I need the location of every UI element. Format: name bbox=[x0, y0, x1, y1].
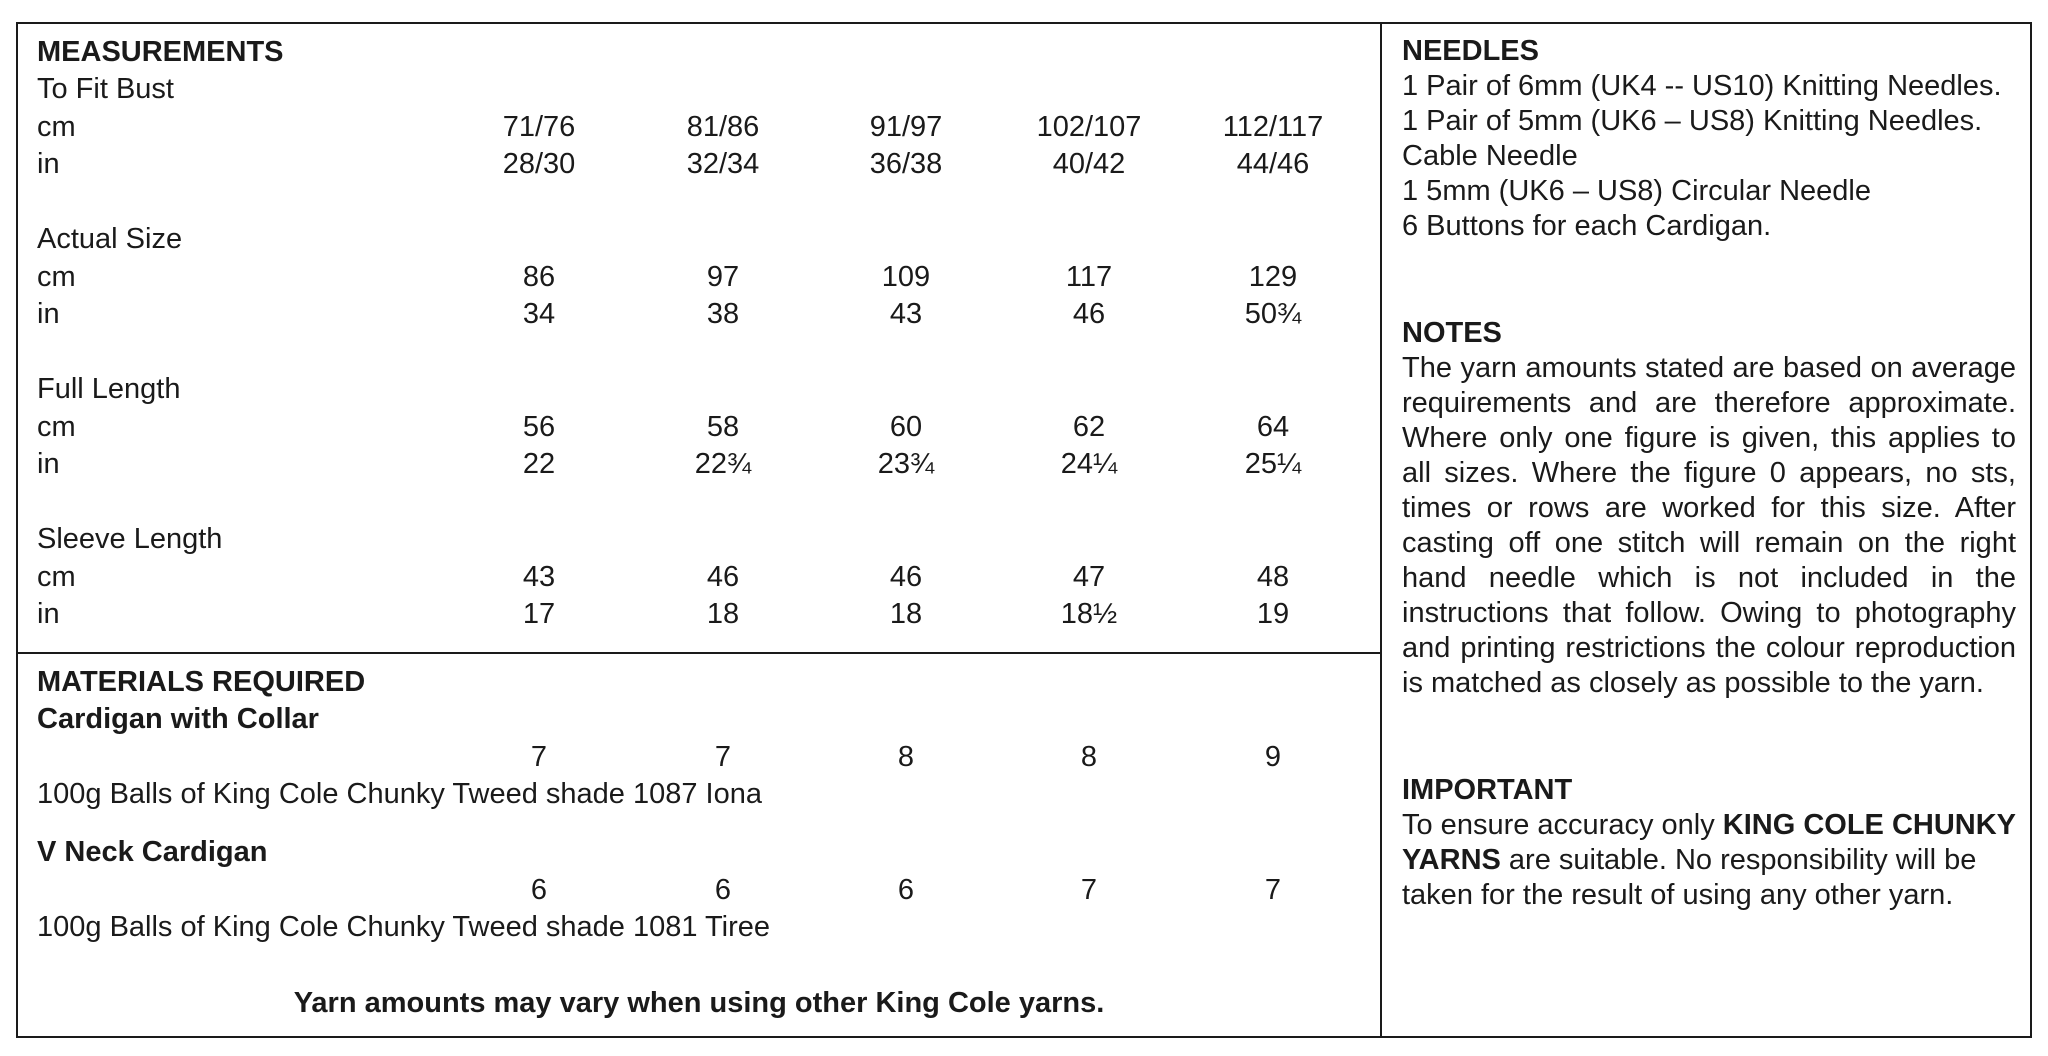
value-cell: 18 bbox=[889, 598, 923, 630]
unit-label: in bbox=[37, 448, 60, 480]
value-cell: 64 bbox=[1256, 411, 1290, 443]
ball-count: 9 bbox=[1264, 741, 1282, 773]
value-cell: 91/97 bbox=[869, 111, 943, 143]
notes-text: The yarn amounts stated are based on average requirements and are therefore approximate. Where only one figure is given, this applies to all sizes. Where the figure 0 appears, no sts, times or rows are worked for this size. After casting off one stitch will remain on the right hand needle which is not included in the instructions that follow. Owing to photography and printing restrictions the colour reproduction is matched as closely as possible to the yarn. bbox=[1402, 352, 2016, 699]
value-cell: 60 bbox=[889, 411, 923, 443]
needle-line: 1 Pair of 6mm (UK4 -- US10) Knitting Needles. bbox=[1402, 70, 2002, 102]
important-text bbox=[1402, 808, 2016, 913]
group-label: To Fit Bust bbox=[37, 73, 174, 105]
ball-count: 6 bbox=[714, 874, 732, 906]
unit-label: cm bbox=[37, 561, 76, 593]
value-cell: 38 bbox=[706, 298, 740, 330]
important-text-after: are suitable. No responsibility will be taken for the result of using any other yarn. bbox=[1402, 844, 1977, 911]
needle-line: 1 5mm (UK6 – US8) Circular Needle bbox=[1402, 175, 1871, 207]
value-cell: 34 bbox=[522, 298, 556, 330]
value-cell: 44/46 bbox=[1236, 148, 1310, 180]
value-cell: 46 bbox=[889, 561, 923, 593]
value-cell: 40/42 bbox=[1052, 148, 1126, 180]
ball-count: 7 bbox=[530, 741, 548, 773]
value-cell: 19 bbox=[1256, 598, 1290, 630]
value-cell: 47 bbox=[1072, 561, 1106, 593]
needles-heading: NEEDLES bbox=[1402, 35, 1539, 67]
value-cell: 32/34 bbox=[686, 148, 760, 180]
needles-section bbox=[1402, 34, 2016, 244]
measurements-heading: MEASUREMENTS bbox=[37, 36, 284, 68]
material-description: 100g Balls of King Cole Chunky Tweed shade 1087 Iona bbox=[37, 778, 762, 810]
value-cell: 109 bbox=[881, 261, 931, 293]
value-cell: 36/38 bbox=[869, 148, 943, 180]
group-label: Full Length bbox=[37, 373, 181, 405]
ball-count: 8 bbox=[1080, 741, 1098, 773]
value-cell: 71/76 bbox=[502, 111, 576, 143]
ball-count: 6 bbox=[530, 874, 548, 906]
value-cell: 22 bbox=[522, 448, 556, 480]
value-cell: 56 bbox=[522, 411, 556, 443]
value-cell: 43 bbox=[522, 561, 556, 593]
value-cell: 117 bbox=[1065, 261, 1113, 293]
materials-heading: MATERIALS REQUIRED bbox=[37, 666, 366, 698]
ball-count: 6 bbox=[897, 874, 915, 906]
value-cell: 46 bbox=[1072, 298, 1106, 330]
value-cell: 86 bbox=[522, 261, 556, 293]
yarn-footer-note: Yarn amounts may vary when using other King Cole yarns. bbox=[293, 987, 1105, 1019]
value-cell: 23¾ bbox=[877, 448, 935, 480]
value-cell: 24¼ bbox=[1060, 448, 1118, 480]
brand-name: KING COLE CHUNKY YARNS bbox=[1402, 809, 2016, 876]
value-cell: 62 bbox=[1072, 411, 1106, 443]
value-cell: 28/30 bbox=[502, 148, 576, 180]
value-cell: 50¾ bbox=[1244, 298, 1302, 330]
column-divider bbox=[1380, 22, 1382, 1038]
ball-count: 7 bbox=[1080, 874, 1098, 906]
value-cell: 97 bbox=[706, 261, 740, 293]
unit-label: cm bbox=[37, 411, 76, 443]
value-cell: 58 bbox=[706, 411, 740, 443]
notes-heading: NOTES bbox=[1402, 317, 1502, 349]
material-name: Cardigan with Collar bbox=[37, 703, 319, 735]
value-cell: 18 bbox=[706, 598, 740, 630]
unit-label: in bbox=[37, 298, 60, 330]
value-cell: 48 bbox=[1256, 561, 1290, 593]
material-description: 100g Balls of King Cole Chunky Tweed shade 1081 Tiree bbox=[37, 911, 771, 943]
needle-line: Cable Needle bbox=[1402, 140, 1578, 172]
value-cell: 129 bbox=[1248, 261, 1298, 293]
notes-section bbox=[1402, 316, 2016, 701]
important-heading: IMPORTANT bbox=[1402, 774, 1573, 806]
value-cell: 22¾ bbox=[694, 448, 752, 480]
ball-count: 8 bbox=[897, 741, 915, 773]
value-cell: 81/86 bbox=[686, 111, 760, 143]
value-cell: 112/117 bbox=[1222, 111, 1324, 143]
group-label: Sleeve Length bbox=[37, 523, 223, 555]
needle-line: 6 Buttons for each Cardigan. bbox=[1402, 210, 1772, 242]
unit-label: in bbox=[37, 598, 60, 630]
unit-label: cm bbox=[37, 261, 76, 293]
value-cell: 17 bbox=[522, 598, 556, 630]
unit-label: cm bbox=[37, 111, 76, 143]
important-section bbox=[1402, 773, 2016, 913]
value-cell: 25¼ bbox=[1244, 448, 1302, 480]
important-text-before: To ensure accuracy only bbox=[1402, 809, 1723, 841]
value-cell: 102/107 bbox=[1036, 111, 1142, 143]
ball-count: 7 bbox=[1264, 874, 1282, 906]
value-cell: 43 bbox=[889, 298, 923, 330]
value-cell: 46 bbox=[706, 561, 740, 593]
unit-label: in bbox=[37, 148, 60, 180]
needle-line: 1 Pair of 5mm (UK6 – US8) Knitting Needles. bbox=[1402, 105, 1983, 137]
value-cell: 18½ bbox=[1060, 598, 1118, 630]
material-name: V Neck Cardigan bbox=[37, 836, 268, 868]
group-label: Actual Size bbox=[37, 223, 183, 255]
section-divider bbox=[16, 652, 1382, 654]
ball-count: 7 bbox=[714, 741, 732, 773]
